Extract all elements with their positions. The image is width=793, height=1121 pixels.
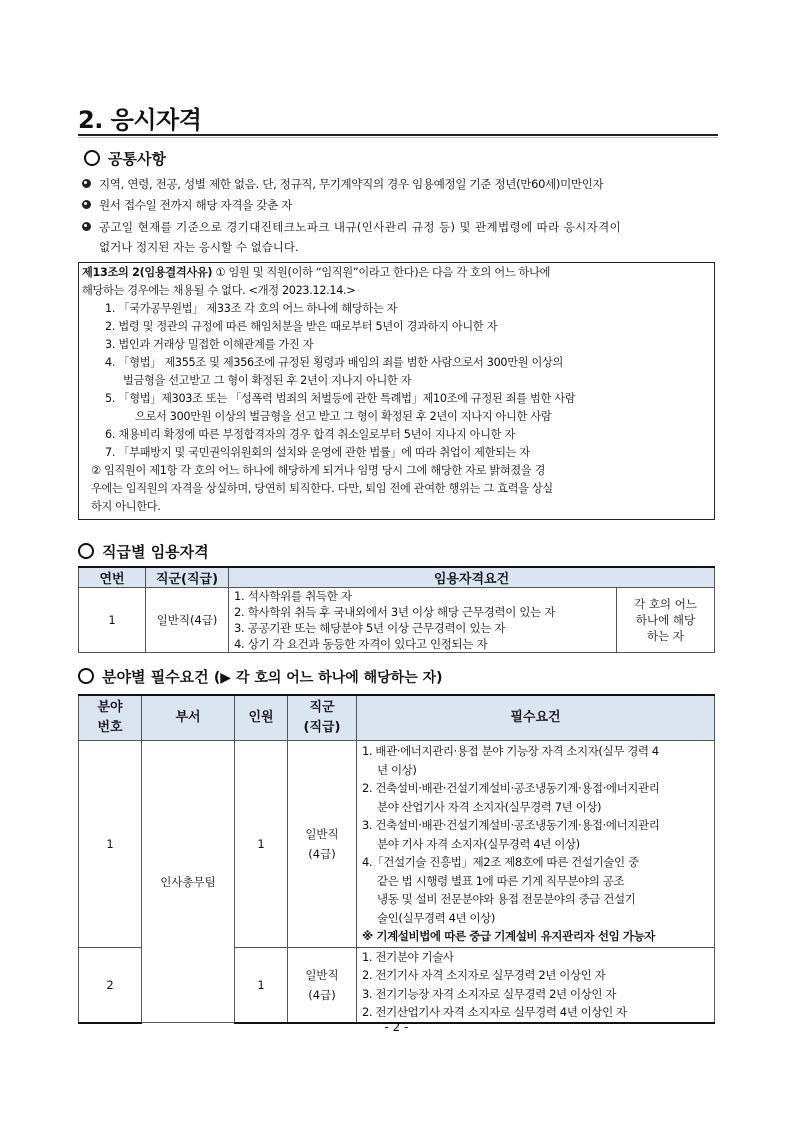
requirement-line: 2. 전기산업기사 자격 소지자로 실무경력 4년 이상인 자 xyxy=(362,1005,627,1019)
col-header: 임용자격요건 xyxy=(229,567,715,588)
col-header: 부서 xyxy=(142,695,235,741)
table-row xyxy=(79,741,715,948)
law-intro-cont: 해당하는 경우에는 채용될 수 없다. <개정 2023.12.14.> xyxy=(82,284,356,297)
bullet-text: 공고일 현재를 기준으로 경기대진테크노파크 내규(인사관리 규정 등) 및 관계법령에 따라 응시자격이 xyxy=(99,220,622,234)
col-header: 직군(직급) xyxy=(146,567,229,588)
job-line: 일반직 xyxy=(305,826,339,841)
circle-bullet-icon xyxy=(84,150,100,166)
section-title: 2. 응시자격 xyxy=(78,106,202,134)
law-item: 3. 법인과 거래상 밀접한 이해관계를 가진 자 xyxy=(105,338,314,351)
law-item-cont: 벌금형을 선고받고 그 형이 확정된 후 2년이 지나지 아니한 자 xyxy=(123,374,412,387)
cell-count: 1 xyxy=(235,947,288,1023)
job-line: 일반직 xyxy=(305,967,339,982)
law-intro xyxy=(82,265,550,281)
law-item: 5. 「형법」제303조 또는 「성폭력 범죄의 처벌등에 관한 특례법」제10조에 규정된 죄를 범한 사람 xyxy=(105,392,576,405)
cell-department: 인사총무팀 xyxy=(142,741,235,1023)
col-header: 인원 xyxy=(235,695,288,741)
law-title: 제13조의 2(임용결격사유) xyxy=(82,266,213,279)
requirement-line: 2. 건축설비·배관·건설기계설비·공조냉동기계·용접·에너지관리 xyxy=(362,781,660,795)
grade-heading-text: 직급별 임용자격 xyxy=(102,543,209,561)
note-line: 각 호의 어느 xyxy=(634,597,697,611)
requirement-line: 3. 건축설비·배관·건설기계설비·공조냉동기계·용접·에너지관리 xyxy=(362,818,660,832)
cell-no: 1 xyxy=(79,588,146,653)
col-header: 분야 번호 xyxy=(79,695,142,741)
cell-count: 1 xyxy=(235,741,288,948)
requirement-line: 술인(실무경력 4년 이상) xyxy=(377,910,495,925)
cell-job xyxy=(288,741,357,948)
bullet-icon xyxy=(82,200,91,209)
requirement-line: 2. 학사학위 취득 후 국내외에서 3년 이상 해당 근무경력이 있는 자 xyxy=(234,605,556,619)
field-heading xyxy=(78,666,443,687)
job-line: (4급) xyxy=(308,987,336,1002)
page-number: - 2 - xyxy=(384,1020,409,1034)
col-header: 직군 (직급) xyxy=(288,695,357,741)
requirement-line: 1. 배관·에너지관리·용접 분야 기능장 자격 소지자(실무 경력 4 xyxy=(362,744,659,758)
col-header: 필수요건 xyxy=(357,695,715,741)
grade-heading xyxy=(78,541,209,562)
common-bullet xyxy=(82,197,722,213)
common-heading-text: 공통사항 xyxy=(108,150,166,168)
common-bullet xyxy=(82,176,722,192)
law-item: 2. 법령 및 정관의 규정에 따른 해임처분을 받은 때로부터 5년이 경과하지 아니한 자 xyxy=(105,320,498,333)
cell-requirements xyxy=(357,947,715,1023)
law-item-cont: 으로서 300만원 이상의 벌금형을 선고 받고 그 형이 확정된 후 2년이 지나지 아니한 사람 xyxy=(135,410,552,423)
requirement-line: 1. 전기분야 기술사 xyxy=(362,949,454,964)
law-item: 1. 「국가공무원법」 제33조 각 호의 어느 하나에 해당하는 자 xyxy=(105,302,398,315)
note-line: 하나에 해당 xyxy=(635,613,696,627)
requirement-line: 분야 기사 자격 소지자(실무경력 4년 이상) xyxy=(377,836,580,851)
requirement-line: 4. 상기 각 요건과 동등한 자격이 있다고 인정되는 자 xyxy=(234,637,488,651)
requirement-line: 3. 전기기능장 자격 소지자로 실무경력 2년 이상인 자 xyxy=(362,986,617,1001)
bullet-text: 원서 접수일 전까지 해당 자격을 갖춘 자 xyxy=(99,198,293,212)
cell-note xyxy=(617,588,715,653)
table-header-row xyxy=(79,695,715,741)
circle-bullet-icon xyxy=(78,668,94,684)
law-excerpt-box xyxy=(78,262,715,520)
law-para2: 우에는 임직원의 자격을 상실하며, 당연히 퇴직한다. 다만, 퇴임 전에 관여한 행위는 그 효력을 상실 xyxy=(91,482,553,495)
field-heading-note: (▶ 각 호의 어느 하나에 해당하는 자) xyxy=(213,670,443,686)
requirement-line: 1. 석사학위를 취득한 자 xyxy=(234,589,352,603)
law-para2: 하지 아니한다. xyxy=(91,500,161,513)
bullet-continuation: 없거나 정지된 자는 응시할 수 없습니다. xyxy=(99,240,299,254)
requirement-line: 2. 전기기사 자격 소지자로 실무경력 2년 이상인 자 xyxy=(362,968,606,982)
cell-field-no: 2 xyxy=(79,947,142,1023)
requirement-note: ※ 기계설비법에 따른 중급 기계설비 유지관리자 선임 가능자 xyxy=(362,929,656,943)
grade-table xyxy=(78,566,715,653)
bullet-icon xyxy=(82,222,91,231)
law-item: 7. 「부패방지 및 국민권익위원회의 설치와 운영에 관한 법률」에 따라 취업이 제한되는 자 xyxy=(105,446,530,459)
cell-requirements xyxy=(229,588,617,653)
common-heading xyxy=(84,148,166,169)
law-intro-text: ① 임원 및 직원(이하 “임직원”이라고 한다)은 다음 각 호의 어느 하나에 xyxy=(215,266,551,279)
requirement-line: 냉동 및 설비 전문분야와 용접 전문분야의 중급 건설기 xyxy=(377,892,636,906)
note-line: 하는 자 xyxy=(647,629,684,643)
bullet-text: 지역, 연령, 전공, 성별 제한 없음. 단, 정규직, 무기계약직의 경우 임용예정일 기준 정년(만60세)미만인자 xyxy=(99,177,604,191)
cell-requirements xyxy=(357,741,715,948)
law-item: 4. 「형법」 제355조 및 제356조에 규정된 횡령과 배임의 죄를 범한 사람으로서 300만원 이상의 xyxy=(105,356,564,369)
cell-job xyxy=(288,947,357,1023)
title-underline xyxy=(78,134,718,136)
bullet-icon xyxy=(82,179,91,188)
cell-job: 일반직(4급) xyxy=(146,588,229,653)
title-underline-thin xyxy=(78,137,718,138)
cell-field-no: 1 xyxy=(79,741,142,948)
field-table xyxy=(78,694,715,1024)
field-heading-text: 분야별 필수요건 xyxy=(102,668,209,686)
common-bullet xyxy=(82,219,722,235)
law-para2: ② 임직원이 제1항 각 호의 어느 하나에 해당하게 되거나 임명 당시 그에 해당한 자로 밝혀졌을 경 xyxy=(91,464,546,477)
job-line: (4급) xyxy=(308,846,336,861)
requirement-line: 3. 공공기관 또는 해당분야 5년 이상 근무경력이 있는 자 xyxy=(234,621,506,635)
circle-bullet-icon xyxy=(78,543,94,559)
requirement-line: 분야 산업기사 자격 소지자(실무경력 7년 이상) xyxy=(377,799,602,814)
col-header: 연번 xyxy=(79,567,146,588)
table-header-row xyxy=(79,567,715,588)
requirement-line: 같은 법 시행령 별표 1에 따른 기계 직무분야의 공조 xyxy=(377,873,625,888)
law-item: 6. 채용비리 확정에 따른 부정합격자의 경우 합격 취소일로부터 5년이 지나지 아니한 자 xyxy=(105,428,515,441)
requirement-line: 4.「건설기술 진흥법」제2조 제8호에 따른 건설기술인 중 xyxy=(362,855,639,869)
requirement-line: 년 이상) xyxy=(377,762,417,777)
table-row xyxy=(79,588,715,653)
